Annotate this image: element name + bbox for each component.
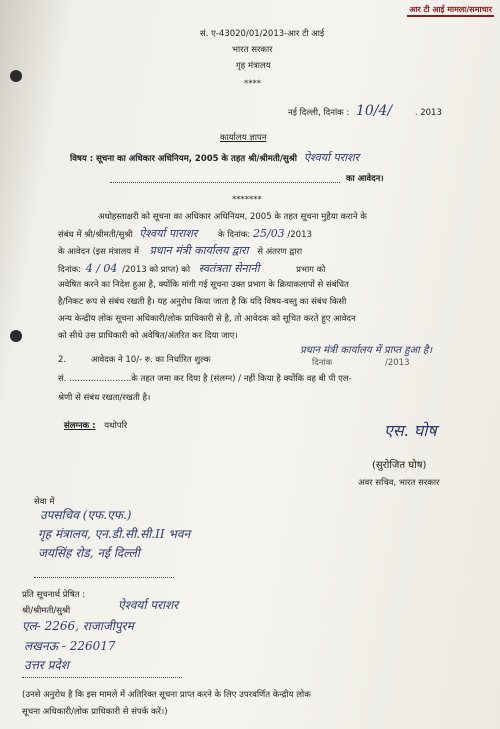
application-date-handwritten: 25/03 [252, 227, 285, 240]
dotted-line [22, 677, 182, 678]
para1-line2 [58, 228, 312, 241]
date-handwritten: 10/4/ [355, 103, 393, 119]
punch-hole [10, 70, 22, 82]
para2-line1 [58, 355, 211, 366]
para2-number: 2. [58, 355, 67, 365]
to-label: सेवा में [34, 497, 55, 507]
para1-line5: अवेषित करने का निदेश हुआ है, क्योंकि मांगी गई सूचना उक्त प्रभाग के क्रियाकलापों से संबंधित [58, 280, 349, 290]
dotted-line [34, 577, 174, 578]
cc-address2-handwritten: लखनऊ - 226017 [24, 639, 116, 653]
to-line1-handwritten: उपसचिव (एफ.एफ.) [40, 508, 132, 522]
para1-line1: अधोहस्ताक्षरी को सूचना का अधिकार अधिनियम, 2005 के तहत सूचना मुहैया कराने के [98, 212, 367, 222]
memo-title: कार्यालय ज्ञापन [220, 133, 267, 143]
subject-name-handwritten: ऐश्वर्या पराशर [303, 151, 360, 164]
para1-l2-date-label: के दिनांक: [218, 230, 251, 240]
section-separator: ******* [232, 195, 262, 205]
para2-fee-text: आवेदक ने 10/- रु. का निर्धारित शुल्क [90, 355, 211, 365]
punch-hole [10, 330, 22, 342]
para1-l3-text: के आवेदन (इस मंत्रालय में [58, 247, 139, 257]
cc-address3-handwritten: उत्तर प्रदेश [24, 658, 69, 672]
para2-line2: सं. .......................के तहत जमा कर दिया है (संलग्न) / नहीं किया है क्योंकि वह बी पी एल- [58, 374, 352, 384]
receipt-date-handwritten: 4 / 04 [85, 262, 118, 275]
para1-line3 [58, 245, 302, 258]
division-handwritten: स्वतंत्रता सेनानी [198, 262, 260, 275]
para1-line7: अन्य केन्द्रीय लोक सूचना अधिकारी/लोक प्राधिकारी से है, तो आवेदक को सूचित करते हुए आवेदन [58, 314, 356, 324]
para1-l2-year: /2013 [287, 230, 312, 240]
date-line [288, 103, 442, 119]
para1-l2-text: संबंध में श्री/श्रीमती/सुश्री [58, 230, 133, 240]
enclosure-line [64, 421, 127, 432]
para1-l4-division: प्रभाग को [296, 265, 326, 275]
para2-date-label: दिनांक [312, 358, 333, 368]
cc-label: प्रति सूचनार्थ प्रेषित : [22, 590, 86, 600]
para1-line6: है/निकट रूप से संबंध रखती है। यह अनुरोध किया जाता है कि यदि विषय-वस्तु का संबंध किसी [58, 297, 347, 307]
para1-l4-received: /2013 को प्राप्त) को [122, 265, 191, 275]
file-number: सं. ए-43020/01/2013-आर टी आई [200, 29, 325, 39]
para2-line3: श्रेणी से संबंध रखता/रखती है। [58, 393, 151, 403]
signatory-designation: अवर सचिव, भारत सरकार [358, 478, 440, 488]
subject-prefix: विषय : सूचना का अधिकार अधिनियम, 2005 के तहत श्री/श्रीमती/सुश्री [70, 154, 297, 164]
enclosure-value: यथोपरि [104, 421, 128, 431]
subject-suffix: का आवेदन। [346, 174, 384, 184]
to-line2-handwritten: गृह मंत्रालय, एन.डी.सी.सी.II भवन [38, 527, 191, 541]
cc-address1-handwritten: एल- 2266, राजाजीपुरम [22, 619, 134, 633]
footer-line1: (उनसे अनुरोध है कि इस मामले में अतिरिक्त सूचना प्राप्त करने के लिए उपरवर्णित केन्द्रीय लोक [22, 690, 311, 700]
dotted-line [110, 182, 340, 183]
cc-name-handwritten: ऐश्वर्या पराशर [118, 598, 179, 612]
para2-year: /2013 [385, 358, 410, 368]
transfer-office-handwritten: प्रधान मंत्री कार्यालय द्वारा [149, 244, 249, 257]
date-prefix: नई दिल्ली, दिनांक : [288, 108, 350, 118]
to-line3-handwritten: जयसिंह रोड, नई दिल्ली [38, 546, 140, 560]
applicant-name-handwritten: ऐश्वर्या पाराशर [139, 227, 198, 240]
para1-l3-transfer: से अंतरण द्वारा [257, 247, 303, 257]
cc-prefix: श्री/श्रीमती/सुश्री [22, 606, 71, 616]
footer-line2: सूचना अधिकारी/लोक प्राधिकारी से संपर्क करें।) [22, 707, 168, 717]
fee-note-handwritten: प्रधान मंत्री कार्यालय में प्राप्त हुआ है। [300, 345, 433, 356]
enclosure-label: संलग्नक : [64, 421, 96, 431]
subject-line [70, 152, 359, 165]
government-label: भारत सरकार [232, 45, 273, 55]
para1-line8: को सीधे उस प्राधिकारी को अवेषित/अंतरित कर दिया जाए। [58, 331, 238, 341]
para1-line4 [58, 263, 325, 276]
date-year: . 2013 [414, 108, 442, 118]
rti-stamp: आर टी आई मामला/समाचार [407, 4, 494, 17]
signature-handwritten: एस. घोष [384, 421, 437, 440]
para1-l4-date-label: दिनांक: [58, 265, 82, 275]
ministry-label: गृह मंत्रालय [236, 61, 271, 71]
stars-separator: **** [244, 79, 261, 89]
signatory-name: (सुरोजित घोष) [372, 460, 427, 471]
